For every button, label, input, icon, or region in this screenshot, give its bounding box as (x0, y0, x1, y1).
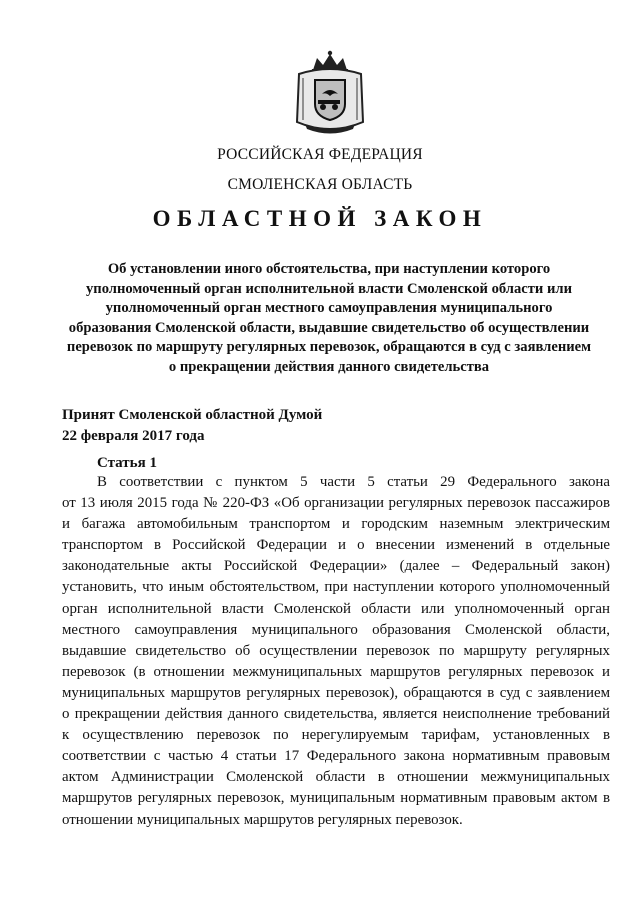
subject-line: перевозок по маршруту регулярных перевозок, обращаются в суд с заявлением (66, 339, 592, 356)
adoption-date: 22 февраля 2017 года (62, 428, 205, 444)
article-line: от 13 июля 2015 года № 220-ФЗ «Об организации регулярных перевозок пассажиров (62, 495, 610, 512)
article-line: В соответствии с пунктом 5 части 5 статьи 29 Федерального закона (97, 474, 610, 490)
adoption-block (62, 405, 322, 447)
subject-line: образования Смоленской области, выдавшие свидетельство об осуществлении (68, 319, 590, 336)
coat-of-arms-icon (293, 50, 367, 134)
subject-line: о прекращении действия данного свидетельства (168, 358, 490, 375)
article-line: к осуществлению перевозок по нерегулируемым тарифам, установленных в (62, 727, 610, 744)
adoption-body: Принят Смоленской областной Думой (62, 407, 323, 423)
subject-line: уполномоченный орган местного самоуправления муниципального (105, 300, 553, 317)
article-line: отношении муниципальных маршрутов регулярных перевозок. (62, 811, 463, 828)
subject-line: Об установлении иного обстоятельства, при наступлении которого (107, 261, 551, 277)
article-line: выдавшие свидетельство об осуществлении перевозок по маршруту регулярных (62, 642, 610, 659)
region-heading: СМОЛЕНСКАЯ ОБЛАСТЬ (227, 176, 413, 193)
article-line: актом Администрации Смоленской области в отношении межмуниципальных (62, 769, 610, 786)
article-line: установить, что иным обстоятельством, при наступлении которого уполномоченный (62, 579, 610, 596)
article-line: орган исполнительной власти Смоленской области или уполномоченный орган (62, 600, 610, 617)
article-line: транспортом в Российской Федерации и о внесении изменений в отдельные (62, 537, 610, 554)
country-heading: РОССИЙСКАЯ ФЕДЕРАЦИЯ (217, 146, 423, 163)
article-line: о прекращении действия данного свидетельства, является неисполнение требований (62, 706, 610, 723)
article-line: и багажа автомобильным транспортом и городским наземным электрическим (62, 516, 610, 533)
article-line: соответствии с частью 4 статьи 17 Федерального закона нормативным правовым (62, 748, 610, 765)
article-line: законодательные акты Российской Федерации» (далее – Федеральный закон) (62, 558, 610, 575)
subject-line: уполномоченный орган исполнительной власти Смоленской области или (86, 280, 572, 297)
article-text (62, 472, 610, 831)
law-subject (62, 260, 596, 378)
article-line: местного самоуправления муниципального образования Смоленской области, (62, 621, 610, 638)
article-line: маршрутов регулярных перевозок, муниципальным нормативным правовым актом в (62, 790, 610, 807)
article-line: муниципальных маршрутов регулярных перевозок), обращаются в суд с заявлением (62, 684, 610, 701)
article-heading: Статья 1 (97, 455, 157, 471)
article-line: перевозок (в отношении межмуниципальных маршрутов регулярных перевозок и (62, 663, 610, 680)
document-title: ОБЛАСТНОЙ ЗАКОН (152, 206, 488, 231)
